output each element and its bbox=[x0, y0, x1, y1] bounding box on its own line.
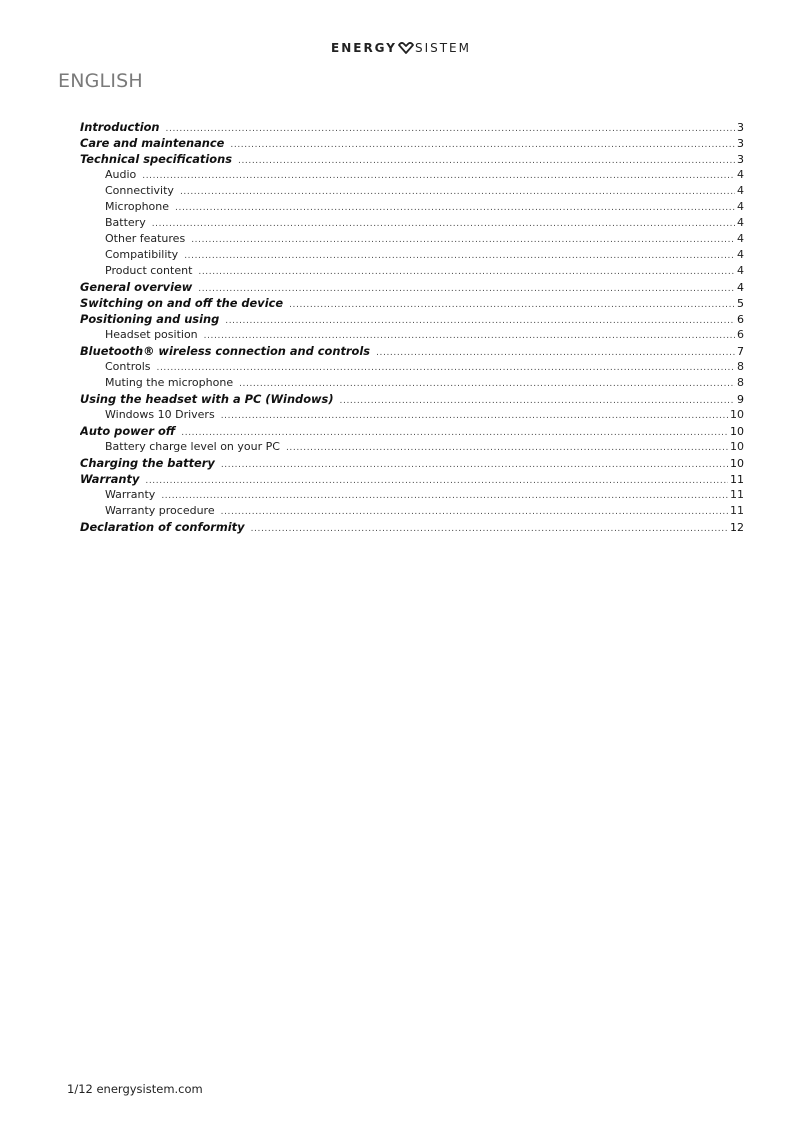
toc-entry-page: 4 bbox=[737, 168, 744, 181]
toc-leader-dots bbox=[286, 440, 728, 455]
toc-leader-dots bbox=[142, 168, 735, 183]
toc-entry[interactable] bbox=[80, 119, 744, 135]
toc-leader-dots bbox=[251, 521, 728, 535]
toc-entry-title: Auto power off bbox=[80, 424, 176, 438]
toc-entry-title: Controls bbox=[105, 360, 151, 373]
toc-entry-title: Product content bbox=[105, 264, 193, 277]
toc-entry[interactable] bbox=[80, 295, 744, 311]
toc-entry[interactable] bbox=[80, 279, 744, 295]
toc-entry-title: Switching on and off the device bbox=[80, 296, 284, 310]
toc-leader-dots bbox=[166, 121, 735, 135]
toc-entry[interactable] bbox=[80, 455, 744, 471]
toc-entry[interactable] bbox=[80, 167, 744, 183]
toc-entry-title: Headset position bbox=[105, 328, 198, 341]
toc-entry-title: General overview bbox=[80, 280, 193, 294]
toc-leader-dots bbox=[157, 360, 736, 375]
toc-entry[interactable] bbox=[80, 359, 744, 375]
toc-entry-page: 7 bbox=[737, 345, 744, 358]
toc-entry-page: 4 bbox=[737, 281, 744, 294]
toc-leader-dots bbox=[152, 216, 735, 231]
toc-leader-dots bbox=[238, 153, 735, 167]
toc-entry-page: 4 bbox=[737, 232, 744, 245]
toc-entry[interactable] bbox=[80, 215, 744, 231]
toc-entry-title: Audio bbox=[105, 168, 137, 181]
toc-entry[interactable] bbox=[80, 151, 744, 167]
toc-entry-page: 10 bbox=[730, 457, 744, 470]
toc-entry-page: 3 bbox=[737, 121, 744, 134]
toc-entry-page: 11 bbox=[730, 488, 744, 501]
toc-entry-title: Introduction bbox=[80, 120, 160, 134]
toc-entry-title: Connectivity bbox=[105, 184, 174, 197]
toc-entry-page: 10 bbox=[730, 408, 744, 421]
toc-leader-dots bbox=[198, 281, 735, 295]
toc-entry[interactable] bbox=[80, 263, 744, 279]
toc-entry-title: Charging the battery bbox=[80, 456, 215, 470]
toc-leader-dots bbox=[239, 376, 735, 391]
toc-entry[interactable] bbox=[80, 327, 744, 343]
toc-entry[interactable] bbox=[80, 311, 744, 327]
toc-entry[interactable] bbox=[80, 407, 744, 423]
toc-entry[interactable] bbox=[80, 503, 744, 519]
toc-entry-page: 8 bbox=[737, 360, 744, 373]
toc-entry-title: Compatibility bbox=[105, 248, 179, 261]
toc-leader-dots bbox=[161, 488, 728, 503]
toc-entry-title: Windows 10 Drivers bbox=[105, 408, 215, 421]
toc-entry-page: 3 bbox=[737, 137, 744, 150]
toc-entry-title: Declaration of conformity bbox=[80, 520, 245, 534]
toc-entry-page: 6 bbox=[737, 313, 744, 326]
toc-entry-title: Warranty bbox=[105, 488, 156, 501]
brand-name-left: ENERGY bbox=[331, 41, 397, 55]
toc-leader-dots bbox=[376, 345, 735, 359]
toc-entry-title: Battery bbox=[105, 216, 146, 229]
toc-leader-dots bbox=[191, 232, 735, 247]
toc-entry[interactable] bbox=[80, 199, 744, 215]
heart-check-icon bbox=[398, 42, 414, 54]
toc-leader-dots bbox=[145, 473, 728, 487]
toc-leader-dots bbox=[221, 457, 728, 471]
brand-name-right: SISTEM bbox=[414, 41, 471, 55]
toc-leader-dots bbox=[204, 328, 735, 343]
toc-entry-page: 4 bbox=[737, 200, 744, 213]
toc-entry-page: 12 bbox=[730, 521, 744, 534]
table-of-contents bbox=[80, 119, 744, 535]
toc-leader-dots bbox=[181, 425, 728, 439]
toc-entry-page: 4 bbox=[737, 184, 744, 197]
toc-leader-dots bbox=[221, 408, 728, 423]
toc-entry-page: 5 bbox=[737, 297, 744, 310]
toc-entry-title: Other features bbox=[105, 232, 186, 245]
toc-entry[interactable] bbox=[80, 471, 744, 487]
toc-leader-dots bbox=[289, 297, 735, 311]
toc-entry[interactable] bbox=[80, 247, 744, 263]
toc-entry-title: Positioning and using bbox=[80, 312, 220, 326]
toc-leader-dots bbox=[175, 200, 735, 215]
toc-entry-title: Warranty procedure bbox=[105, 504, 215, 517]
toc-entry-title: Muting the microphone bbox=[105, 376, 234, 389]
toc-entry[interactable] bbox=[80, 183, 744, 199]
toc-entry-title: Battery charge level on your PC bbox=[105, 440, 280, 453]
page-footer: 1/12 energysistem.com bbox=[67, 1082, 203, 1096]
toc-entry-title: Using the headset with a PC (Windows) bbox=[80, 392, 334, 406]
toc-entry-title: Warranty bbox=[80, 472, 140, 486]
toc-entry-title: Bluetooth® wireless connection and controls bbox=[80, 344, 371, 358]
toc-entry-page: 4 bbox=[737, 248, 744, 261]
toc-entry-page: 10 bbox=[730, 440, 744, 453]
toc-entry-page: 11 bbox=[730, 504, 744, 517]
toc-entry[interactable] bbox=[80, 375, 744, 391]
toc-entry-title: Care and maintenance bbox=[80, 136, 225, 150]
toc-leader-dots bbox=[340, 393, 735, 407]
language-heading: ENGLISH bbox=[58, 70, 143, 92]
toc-leader-dots bbox=[180, 184, 735, 199]
toc-entry-page: 4 bbox=[737, 216, 744, 229]
toc-entry[interactable] bbox=[80, 343, 744, 359]
toc-entry[interactable] bbox=[80, 231, 744, 247]
toc-entry-page: 6 bbox=[737, 328, 744, 341]
toc-entry-page: 8 bbox=[737, 376, 744, 389]
toc-entry-page: 4 bbox=[737, 264, 744, 277]
toc-entry-title: Microphone bbox=[105, 200, 170, 213]
toc-entry[interactable] bbox=[80, 439, 744, 455]
toc-entry[interactable] bbox=[80, 391, 744, 407]
toc-entry[interactable] bbox=[80, 423, 744, 439]
toc-entry-page: 9 bbox=[737, 393, 744, 406]
toc-entry[interactable] bbox=[80, 519, 744, 535]
toc-leader-dots bbox=[198, 264, 735, 279]
toc-leader-dots bbox=[225, 313, 735, 327]
toc-leader-dots bbox=[230, 137, 735, 151]
toc-entry[interactable] bbox=[80, 487, 744, 503]
toc-entry-page: 11 bbox=[730, 473, 744, 486]
toc-entry-page: 10 bbox=[730, 425, 744, 438]
toc-leader-dots bbox=[184, 248, 735, 263]
toc-entry[interactable] bbox=[80, 135, 744, 151]
brand-logo bbox=[0, 41, 802, 55]
toc-entry-page: 3 bbox=[737, 153, 744, 166]
toc-entry-title: Technical specifications bbox=[80, 152, 232, 166]
toc-leader-dots bbox=[221, 504, 728, 519]
